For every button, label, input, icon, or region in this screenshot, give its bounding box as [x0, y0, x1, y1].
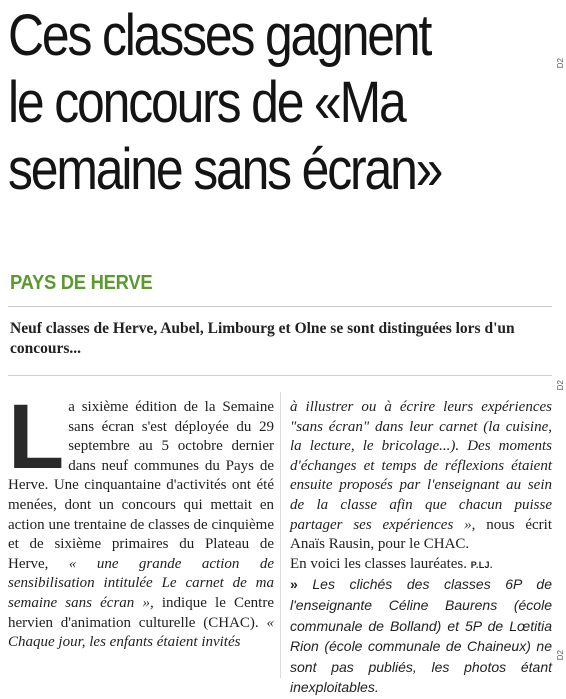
drop-cap: L [8, 386, 65, 488]
lead-paragraph: Neuf classes de Herve, Aubel, Limbourg et Olne se sont distinguées lors d'un concours... [10, 320, 515, 357]
body-text-3: , nous écrit Anaïs Rausin, pour le CHAC. [290, 516, 552, 553]
body-quote-continued: à illustrer ou à écrire leurs expériences "sans écran" dans leur carnet (la cuisine, la lecture, le bricolage...). Des moments d'échanges et temps de réflexions étaient ensuite proposés par l'enseignant au sein de la classe afin que chacun puisse partager ses expériences » [290, 399, 552, 533]
side-code-1: D2 [556, 58, 565, 69]
photo-caption [290, 576, 552, 695]
divider-top [8, 306, 552, 307]
headline-line-2: le concours de «Ma [8, 70, 405, 135]
side-code-2: D2 [556, 380, 565, 391]
author-signature: P.LJ. [470, 559, 493, 570]
article-column-left [8, 386, 274, 653]
caption-chevron-icon: » [290, 576, 298, 593]
body-quote-2: « Chaque jour, les enfants étaient invités [8, 614, 274, 651]
body-quote-1: « une grande action de sensibilisation intitulée Le carnet de ma semaine sans écran » [8, 555, 274, 611]
body-text-1: a sixième édition de la Semaine sans écran s'est déployée du 29 septembre au 5 octobre dernier dans neuf communes du Pays de Herve. Une cinquantaine d'activités ont été menées, dont un concours qui mettait en action une trentaine de classes de cinquième et de sixième primaires du Plateau de Herve, [8, 399, 274, 572]
side-code-3: D2 [556, 650, 565, 661]
caption-text: Les clichés des classes 6P de l'enseignante Céline Baurens (école communale de Bolland) et 5P de Lœtitia Rion (école communale de Chaineux) ne sont pas publiés, les photos étant inexploitables. [290, 576, 553, 696]
divider-middle [8, 375, 552, 376]
headline-line-3: semaine sans écran» [8, 137, 442, 202]
column-divider [280, 392, 281, 678]
body-text-2: , indique le Centre hervien d'animation culturelle (CHAC). [8, 594, 274, 631]
headline [8, 2, 472, 203]
region-label: PAYS DE HERVE [10, 272, 153, 294]
headline-line-1: Ces classes gagnent [8, 3, 431, 68]
article-column-right [290, 398, 552, 699]
body-text-4: En voici les classes lauréates. [290, 555, 468, 572]
